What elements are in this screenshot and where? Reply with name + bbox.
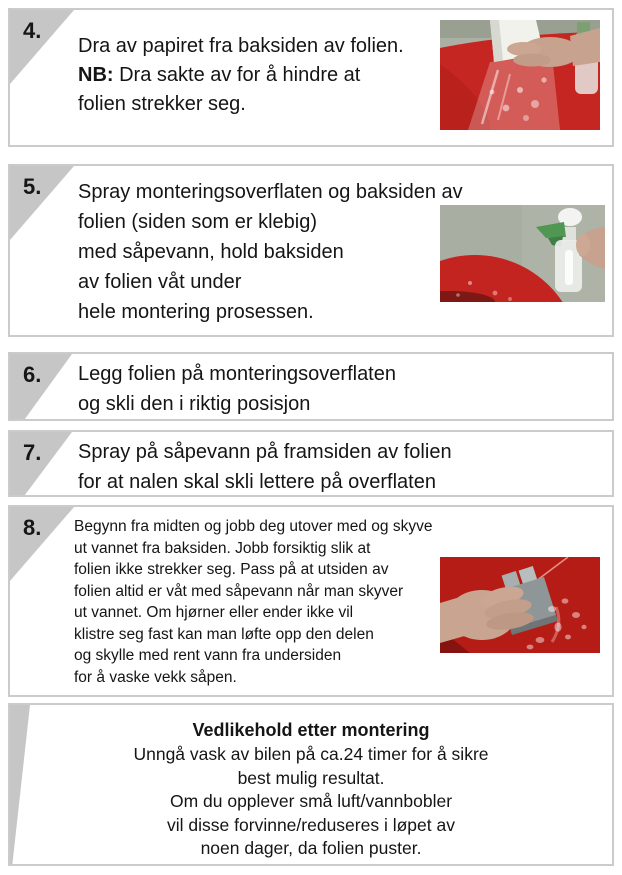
step-box-6 <box>8 352 614 421</box>
text-line: med såpevann, hold baksiden <box>78 241 344 263</box>
step-number-7: 7. <box>23 440 42 465</box>
text-line: Legg folien på monteringsoverflaten <box>78 363 396 385</box>
text-line: vil disse forvinne/reduseres i løpet av <box>167 814 455 835</box>
step-number-5: 5. <box>23 174 42 199</box>
text-line: Begynn fra midten og jobb deg utover med og skyve <box>74 518 433 535</box>
nb-label: NB: <box>78 64 114 86</box>
corner-decoration <box>10 10 74 84</box>
text-line <box>78 61 404 90</box>
corner-decoration <box>10 166 74 240</box>
step-4-text <box>78 32 404 119</box>
photo-spray-bottle <box>440 205 605 302</box>
step-6-text <box>78 359 396 419</box>
text-line: Unngå vask av bilen på ca.24 timer for å sikre <box>133 744 489 764</box>
corner-decoration <box>10 507 74 581</box>
step-number-6: 6. <box>23 362 42 387</box>
text-line: folien ikke strekker seg. Pass på at utsiden av <box>74 561 389 578</box>
text-line: ut vannet fra baksiden. Jobb forsiktig slik at <box>74 539 371 557</box>
text-line: hele montering prosessen. <box>78 301 314 323</box>
photo-squeegee-hand <box>440 557 600 653</box>
text-line: Spray på såpevann på framsiden av folien <box>78 441 452 463</box>
text-line: av folien våt under <box>78 271 242 293</box>
text-line: Dra av papiret fra baksiden av folien. <box>78 35 404 57</box>
text-line: folien strekker seg. <box>78 93 246 115</box>
photo-peel-backing-paper <box>440 20 600 130</box>
text-line: og skylle med rent vann fra undersiden <box>74 647 342 664</box>
text-line: ut vannet. Om hjørner eller ender ikke vil <box>74 604 354 621</box>
step-7-text <box>78 437 452 497</box>
step-box-8 <box>8 505 614 697</box>
step-number-4: 4. <box>23 18 42 43</box>
nb-text: Dra sakte av for å hindre at <box>119 64 361 86</box>
text-line: folien (siden som er klebig) <box>78 211 317 233</box>
text-line: for at nalen skal skli lettere på overflaten <box>78 471 436 493</box>
step-box-4 <box>8 8 614 147</box>
maintenance-text <box>10 717 612 861</box>
text-line: Om du opplever små luft/vannbobler <box>169 791 453 811</box>
step-8-text <box>74 516 432 688</box>
text-line: best mulig resultat. <box>237 767 385 788</box>
text-line: Spray monteringsoverflaten og baksiden av <box>78 181 463 203</box>
text-line: for å vaske vekk såpen. <box>74 668 237 686</box>
step-5-text <box>78 177 463 327</box>
text-line: og skli den i riktig posisjon <box>78 393 311 415</box>
maintenance-title: Vedlikehold etter montering <box>192 720 430 740</box>
step-box-5 <box>8 164 614 337</box>
maintenance-box <box>8 703 614 866</box>
text-line: folien altid er våt med såpevann når man skyver <box>74 582 404 600</box>
step-number-8: 8. <box>23 515 42 540</box>
text-line: noen dager, da folien puster. <box>200 838 422 858</box>
step-box-7 <box>8 430 614 497</box>
text-line: klistre seg fast kan man løfte opp den delen <box>74 625 374 643</box>
